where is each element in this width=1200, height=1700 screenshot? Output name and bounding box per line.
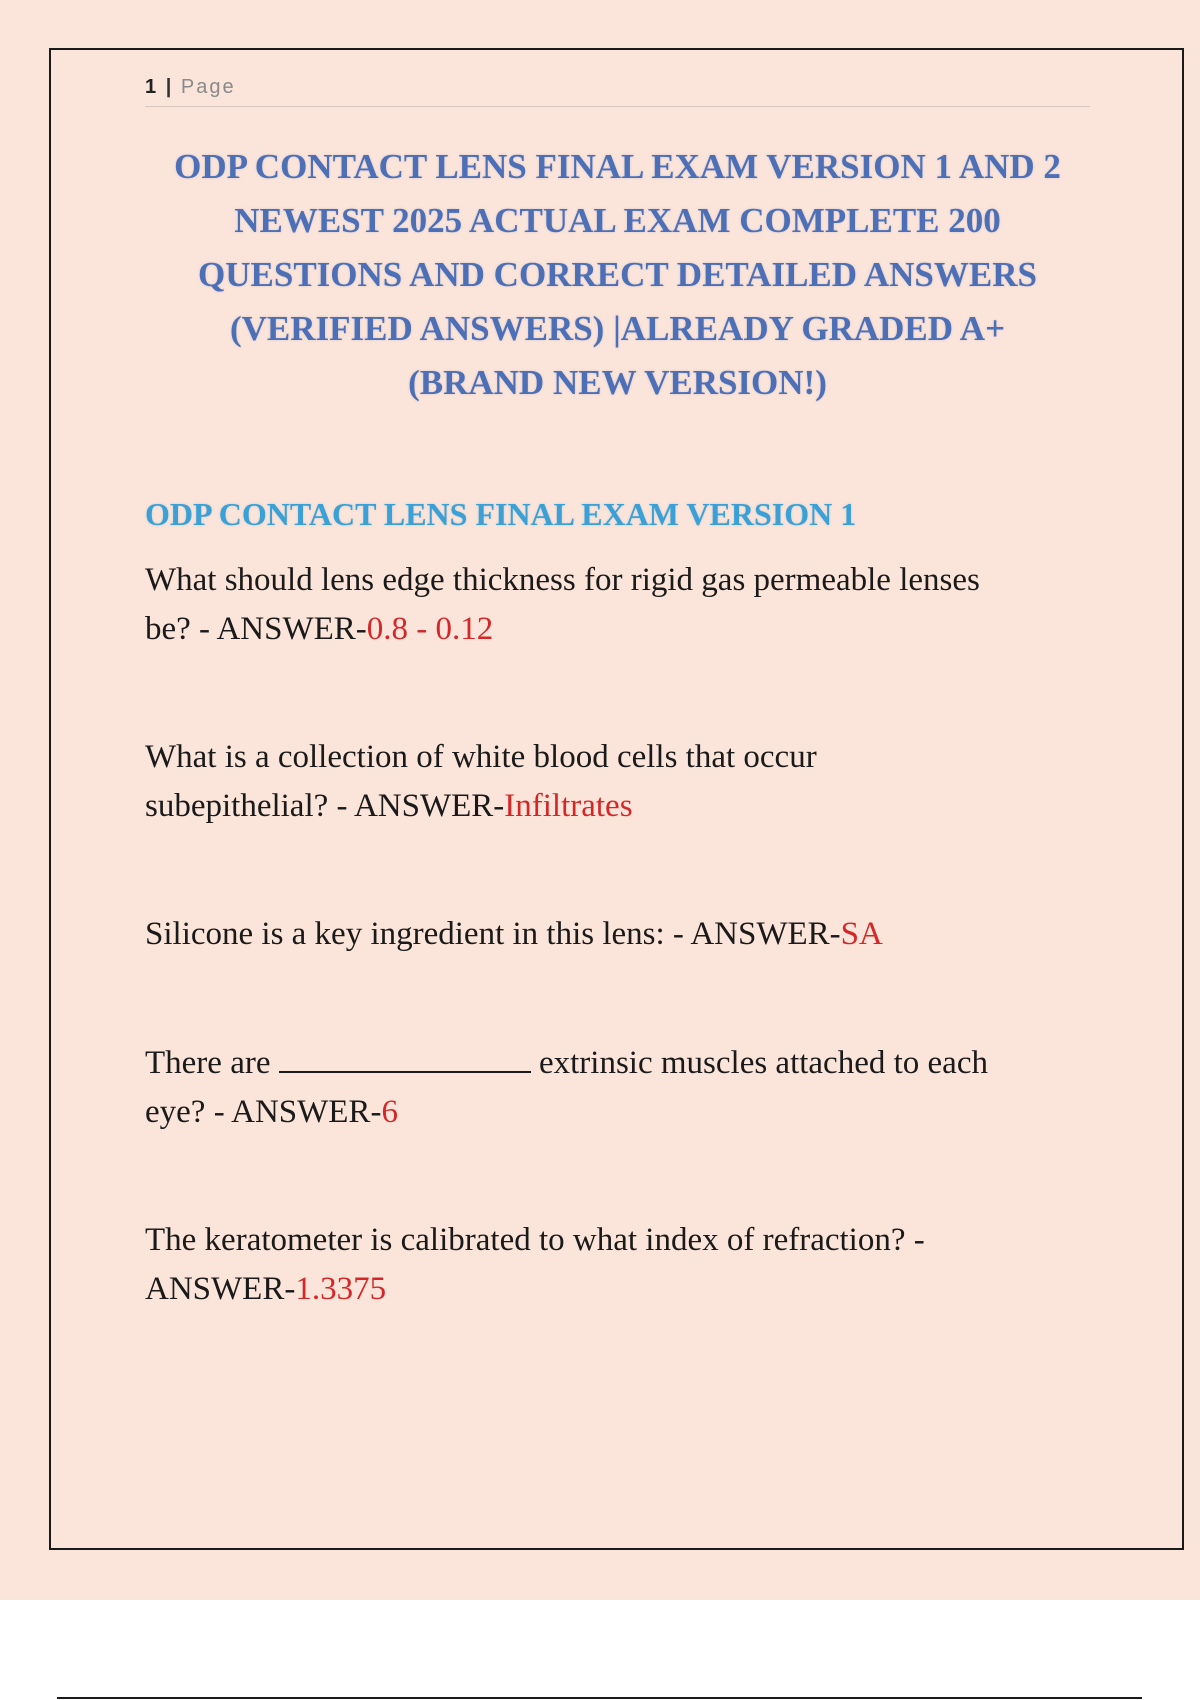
question-text: ANSWER-	[145, 1271, 296, 1307]
question-item	[145, 733, 1090, 831]
question-text: What should lens edge thickness for rigid gas permeable lenses	[145, 562, 980, 598]
question-item	[145, 1039, 1090, 1137]
title-line: (BRAND NEW VERSION!)	[408, 363, 827, 402]
question-item	[145, 556, 1090, 654]
footer-rule	[57, 1697, 1142, 1699]
question-text: The keratometer is calibrated to what index of refraction? -	[145, 1222, 925, 1258]
answer-text: 0.8 - 0.12	[366, 611, 494, 647]
fill-in-blank	[279, 1041, 531, 1073]
question-text: eye? - ANSWER-	[145, 1094, 382, 1130]
question-text: extrinsic muscles attached to each	[530, 1045, 988, 1081]
page-number: 1	[145, 76, 159, 98]
question-text: be? - ANSWER-	[145, 611, 367, 647]
answer-text: 6	[381, 1094, 398, 1130]
question-text: subepithelial? - ANSWER-	[145, 788, 505, 824]
answer-text: SA	[840, 916, 883, 952]
page-label: Page	[180, 76, 236, 98]
answer-text: Infiltrates	[504, 788, 633, 824]
title-line: ODP CONTACT LENS FINAL EXAM VERSION 1 AND 2	[174, 147, 1061, 186]
question-text: Silicone is a key ingredient in this lens: - ANSWER-	[145, 916, 841, 952]
page-header	[145, 74, 1090, 107]
answer-text: 1.3375	[295, 1271, 387, 1307]
title-line: (VERIFIED ANSWERS) |ALREADY GRADED A+	[229, 309, 1006, 348]
question-item	[145, 910, 1090, 959]
question-text: There are	[145, 1045, 279, 1081]
section-heading: ODP CONTACT LENS FINAL EXAM VERSION 1	[145, 496, 857, 532]
question-text: What is a collection of white blood cells that occur	[145, 739, 817, 775]
document-title	[110, 140, 1125, 410]
question-item	[145, 1216, 1090, 1314]
title-line: NEWEST 2025 ACTUAL EXAM COMPLETE 200	[234, 201, 1001, 240]
title-line: QUESTIONS AND CORRECT DETAILED ANSWERS	[198, 255, 1037, 294]
page-separator: |	[165, 76, 174, 98]
